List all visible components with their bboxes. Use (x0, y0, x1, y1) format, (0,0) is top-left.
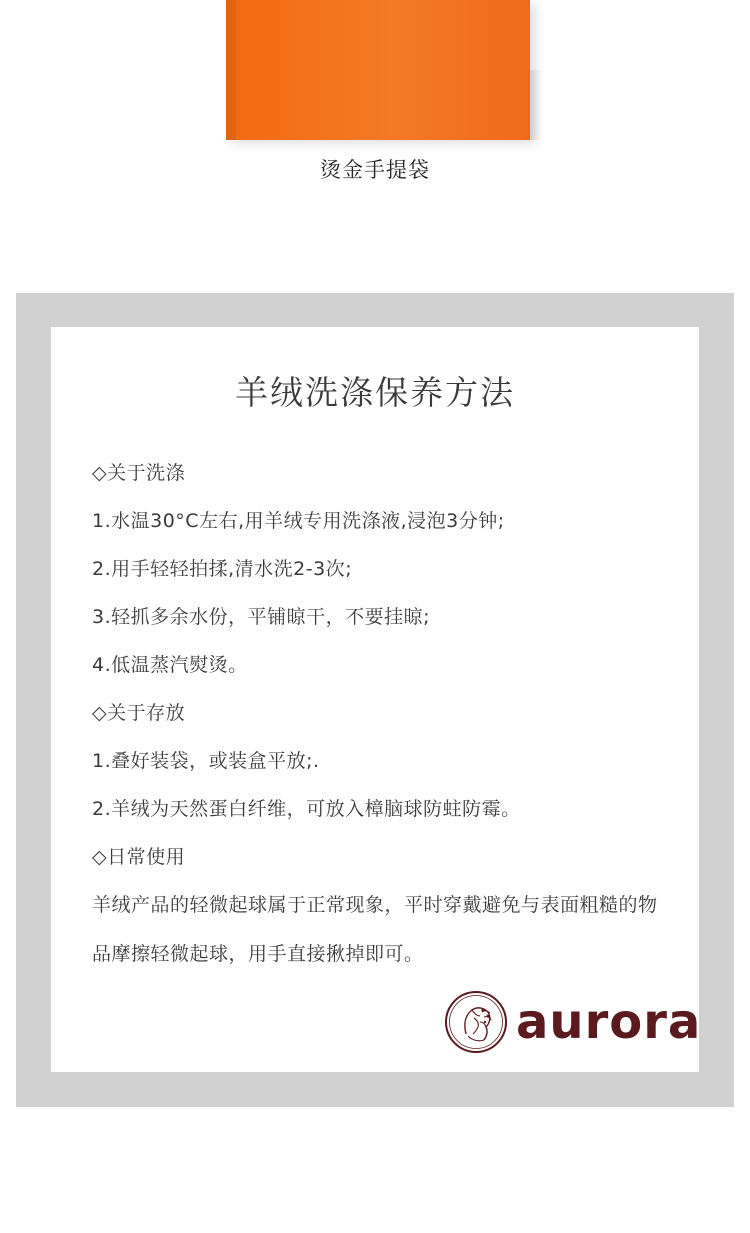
product-image (0, 0, 750, 180)
section-heading-washing: ◇关于洗涤 (92, 462, 186, 484)
card-title: 羊绒洗涤保养方法 (235, 373, 515, 412)
bag-shadow (530, 70, 542, 140)
wash-step-4: 4.低温蒸汽熨烫。 (92, 654, 248, 676)
lady-profile-emblem-icon (444, 990, 508, 1054)
care-instructions (92, 459, 672, 979)
daily-use-paragraph: 羊绒产品的轻微起球属于正常现象，平时穿戴避免与表面粗糙的物品摩擦轻微起球，用手直接揪掉即可。 (92, 894, 658, 965)
aurora-wordmark: aurora (516, 994, 702, 1050)
orange-gift-bag (226, 0, 530, 140)
care-card (51, 327, 702, 1072)
wash-step-2: 2.用手轻轻拍揉,清水洗2-3次; (92, 558, 353, 580)
storage-step-2: 2.羊绒为天然蛋白纤维，可放入樟脑球防蛀防霉。 (92, 798, 521, 820)
storage-step-1: 1.叠好装袋，或装盒平放;. (92, 750, 320, 772)
bag-side-fold (226, 0, 236, 140)
aurora-logo (444, 988, 702, 1056)
section-heading-daily-use: ◇日常使用 (92, 846, 186, 868)
product-caption: 烫金手提袋 (320, 158, 430, 182)
section-heading-storage: ◇关于存放 (92, 702, 186, 724)
wash-step-1: 1.水温30°C左右,用羊绒专用洗涤液,浸泡3分钟; (92, 510, 505, 532)
wash-step-3: 3.轻抓多余水份，平铺晾干，不要挂晾; (92, 606, 431, 628)
